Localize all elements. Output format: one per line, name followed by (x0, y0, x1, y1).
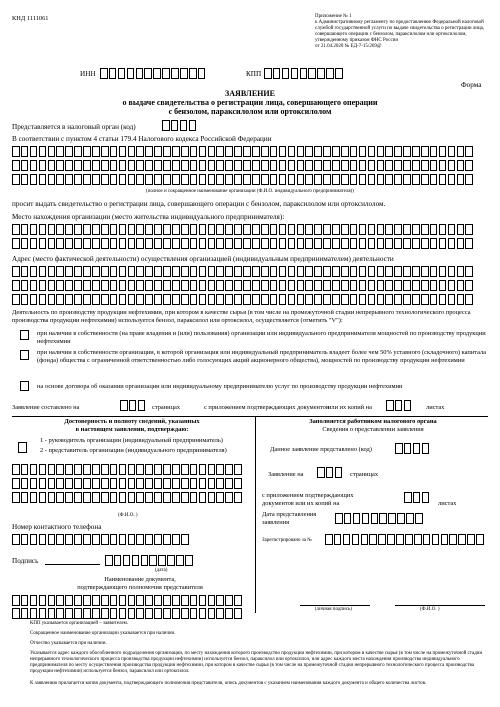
date-cells[interactable] (105, 555, 194, 566)
copies-label: или их копий на (328, 404, 372, 411)
address-row-1[interactable] (12, 266, 474, 277)
form-label: Форма (461, 81, 482, 89)
address-row-3[interactable] (12, 294, 474, 305)
tax-org-cells[interactable] (162, 120, 198, 131)
location-row-1[interactable] (12, 224, 474, 235)
request-text: просит выдать свидетельство о регистрации лица, совершающего операции с бензолом, параксилолом или ортоксилолом. (12, 200, 386, 208)
name-row-2[interactable] (12, 160, 474, 171)
right-sheets-cells[interactable] (404, 492, 431, 503)
date-caption: (дата) (155, 568, 168, 573)
option-3-checkbox[interactable] (20, 381, 29, 391)
submitted-label: Данное заявление представлено (код) (270, 446, 372, 453)
role-cell[interactable] (18, 442, 27, 453)
option-2-text: при наличии в собственности организации, в которой организация или индивидуальный предприниматель владеет более чем 50% уставного (складочного) капитала (фонда) общества с ограниченной ответственностью либо голосующих акций акционерного общества), мощностей по производству продукции нефтехимии (37, 349, 487, 364)
inn-label: ИНН (80, 70, 96, 78)
left-heading: Достоверность и полноту сведений, указанных (64, 418, 200, 425)
composed-label: Заявление составлено на (12, 404, 80, 411)
according-text: В соответствии с пунктом 4 статьи 179.4 Налогового кодекса Российской Федерации (12, 135, 272, 143)
sign-line[interactable] (45, 564, 100, 565)
fio-row-1[interactable] (12, 464, 243, 475)
right-sign-caption: (личная подпись) (315, 607, 352, 612)
submitted-cells[interactable] (395, 443, 431, 454)
role-2: 2 - представитель организации (индивидуального предпринимателя) (40, 447, 227, 454)
fio-row-2[interactable] (12, 478, 243, 489)
sheets-label: листах (426, 404, 445, 411)
footnote-2: Сокращенное наименование организации указывается при наличии. (30, 631, 176, 636)
phone-label: Номер контактного телефона (12, 523, 102, 531)
right-pages-label: страницах (350, 471, 379, 478)
option-3-text: на основе договора об оказании организации или индивидуальному предпринимателю услуг по производству продукции нефтехимии (37, 383, 403, 390)
name-caption: (полное и сокращенное наименование организации (Ф.И.О. индивидуального предпринимателя)) (146, 189, 354, 194)
doc-row-1[interactable] (12, 595, 243, 606)
registered-label: Зарегистрировано за № (262, 538, 312, 543)
footnote-4: Указывается адрес каждого обособленного подразделения организации, по месту нахождения которого производство продукции нефтехимии, при котором в качестве сырья (в том числе на промежуточной стадии непрерывного технологического процесса производства продукции нефтехимии) используется бензол, параксилол или ортоксилол, или адрес каждого места нахождения производства индивидуального предпринимателя по месту осуществления производства продукции нефтехимии, при котором в качестве сырья (в том числе на промежуточной стадии непрерывного технологического процесса производства продукции нефтехимии) используется бензол, параксилол или ортоксилол. (30, 651, 483, 674)
registered-cells[interactable] (325, 534, 485, 545)
role-1: 1 - руководитель организации (индивидуальный предприниматель) (40, 437, 223, 444)
phone-cells[interactable] (12, 534, 190, 545)
location-row-2[interactable] (12, 238, 474, 249)
title-line3: с бензолом, параксилолом или ортоксилолом (168, 107, 332, 116)
address-label: Адрес (место фактической деятельности) осуществления организацией (индивидуальным предпринимателем) деятельности (12, 255, 394, 263)
right-composed-label: Заявление на (268, 471, 304, 478)
sign-label: Подпись (12, 557, 39, 565)
date-submit-label-2: заявления (262, 519, 290, 526)
pages-cells[interactable] (120, 400, 147, 411)
sheets-cells[interactable] (386, 400, 413, 411)
doc-label: Наименование документа, (104, 576, 176, 583)
appendix-note: Приложение № 1 к Административному регламенту по предоставлению Федеральной налоговой службой государственной услуги по выдаче свидетельства о регистрации лица, совершающего операции с бензолом, параксилолом или ортоксилолом, утвержденному приказом ФНС России от 21.04.2020 № ЕД-7-15/269@ (315, 14, 485, 49)
title-line2: о выдаче свидетельства о регистрации лица, совершающего операции (122, 98, 378, 107)
form-code: КНД 1111061 (12, 15, 49, 22)
activity-text: Деятельность по производству продукции нефтехимии, при котором в качестве сырья (в том числе на промежуточной стадии непрерывного технологического процесса производства продукции нефтехимии) используется бензол, параксилол или ортоксилол, осуществляется (отметить "V"): (12, 309, 471, 324)
column-divider (255, 416, 256, 613)
name-row-3[interactable] (12, 174, 474, 185)
right-fio-line[interactable] (395, 605, 485, 606)
kpp-cells[interactable] (264, 68, 344, 79)
address-row-2[interactable] (12, 280, 474, 291)
right-sheets-label: листах (438, 500, 457, 507)
title: ЗАЯВЛЕНИЕ (225, 89, 275, 98)
right-fio-caption: (Ф.И.О. ) (420, 607, 440, 612)
date-submit-cells[interactable] (335, 513, 424, 524)
right-heading-2: Сведения о представлении заявления (322, 426, 424, 433)
left-heading-2: в настоящем заявлении, подтверждаю: (75, 426, 189, 433)
kpp-label: КПП (246, 70, 262, 78)
fio-row-3[interactable] (12, 492, 243, 503)
footnote-1: КПП указывается организацией – заявителем. (30, 621, 129, 626)
location-label: Место нахождения организации (место жительства индивидуального предпринимателя): (12, 213, 285, 221)
right-attached-1: с приложением подтверждающих (262, 492, 354, 499)
tax-org-label: Представляется в налоговый орган (код) (12, 123, 136, 131)
section-divider (12, 416, 488, 417)
fio-caption: (Ф.И.О. ) (118, 513, 138, 518)
name-row-1[interactable] (12, 146, 474, 157)
footnote-divider (12, 618, 102, 619)
attached-label: с приложением подтверждающих документов (204, 404, 329, 411)
right-attached-2: документов или их копий на (262, 500, 340, 507)
inn-cells[interactable] (100, 68, 207, 79)
right-pages-cells[interactable] (317, 467, 344, 478)
footnote-3: Отчество указывается при наличии. (30, 641, 107, 646)
option-1-text: при наличии в собственности (на праве владения и (или) пользования) организации или индивидуального предпринимателя мощностей по производству продукции нефтехимии (37, 330, 486, 345)
doc-label-2: подтверждающего полномочия представителя (77, 584, 203, 591)
option-2-checkbox[interactable] (20, 350, 29, 360)
right-heading: Заполняется работником налогового органа (309, 418, 437, 425)
option-1-checkbox[interactable] (20, 330, 29, 340)
footnote-5: К заявлению прилагается копия документа, подтверждающего полномочия представителя, опись документов с указанием наименования каждого документа и общего количества листов. (30, 681, 427, 686)
right-sign-line[interactable] (300, 605, 370, 606)
date-submit-label: Дата представления (262, 511, 317, 518)
pages-label: страницах (152, 404, 181, 411)
